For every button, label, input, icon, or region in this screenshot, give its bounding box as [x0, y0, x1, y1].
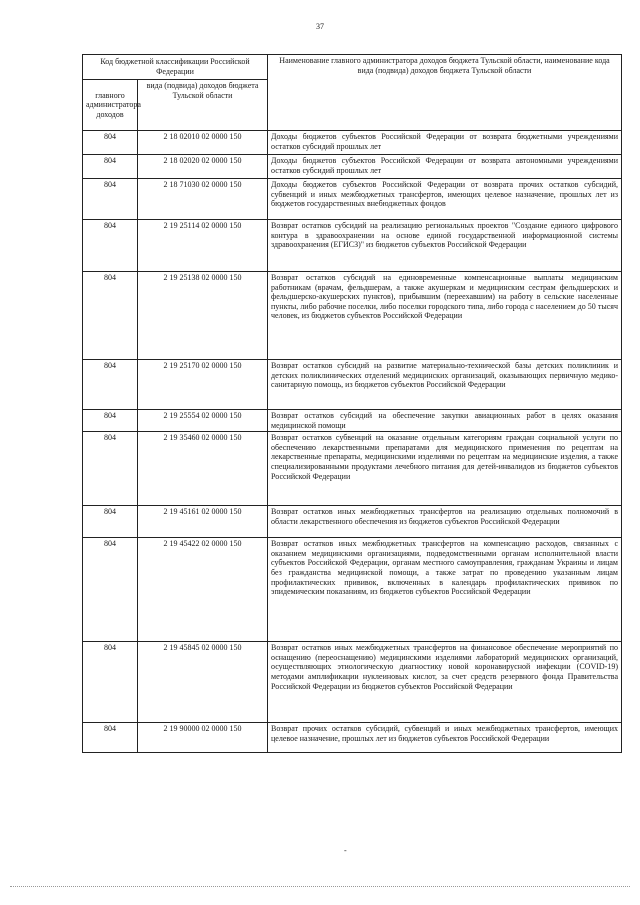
admin-code-cell: 804 [83, 432, 138, 506]
income-code-cell: 2 18 71030 02 0000 150 [138, 179, 268, 220]
table-row [83, 538, 622, 642]
table-row [83, 360, 622, 410]
table-row [83, 179, 622, 220]
header-classification-code: Код бюджетной классификации Российской Федерации [83, 55, 268, 80]
admin-code-cell: 804 [83, 506, 138, 538]
income-code-cell: 2 19 45422 02 0000 150 [138, 538, 268, 642]
header-administrator-name: Наименование главного администратора доходов бюджета Тульской области, наименование кода вида (подвида) доходов бюджета Тульской области [268, 55, 622, 131]
income-name-cell: Возврат остатков субвенций на оказание отдельным категориям граждан социальной услуги по обеспечению лекарственными препаратами для медицинского применения по рецептам на лекарственные препараты, медицинскими изделиями по рецептам на медицинские изделия, а также специализированными продуктами лечебного питания для детей-инвалидов из бюджетов субъектов Российской Федерации [268, 432, 622, 506]
admin-code-cell: 804 [83, 723, 138, 753]
admin-code-cell: 804 [83, 538, 138, 642]
table-row [83, 506, 622, 538]
income-name-cell: Возврат остатков субсидий на обеспечение закупки авиационных работ в целях оказания медицинской помощи [268, 410, 622, 432]
income-name-cell: Возврат остатков субсидий на реализацию региональных проектов "Создание единого цифрового контура в здравоохранении на основе единой государственной информационной системы здравоохранения (ЕГИСЗ)" из бюджетов субъектов Российской Федерации [268, 220, 622, 272]
header-income-code: вида (подвида) доходов бюджета Тульской области [138, 80, 268, 131]
income-code-cell: 2 19 45845 02 0000 150 [138, 642, 268, 723]
table-header-row [83, 55, 622, 80]
header-admin-code: главного администратора доходов [83, 80, 138, 131]
footer-mark: - [344, 846, 347, 855]
income-name-cell: Возврат остатков иных межбюджетных трансфертов на компенсацию расходов, связанных с оказанием медицинскими организациями, подведомственными органам исполнительной власти субъектов Российской Федерации, органам местного самоуправления, гражданам Украины и лицам без гражданства медицинской помощи, а также затрат по проведению указанным лицам профилактических прививок, включенных в календарь профилактических прививок по эпидемическим показаниям, из бюджетов субъектов Российской Федерации [268, 538, 622, 642]
income-code-cell: 2 18 02010 02 0000 150 [138, 131, 268, 155]
table-row [83, 220, 622, 272]
income-code-cell: 2 19 25554 02 0000 150 [138, 410, 268, 432]
income-code-cell: 2 19 25170 02 0000 150 [138, 360, 268, 410]
income-name-cell: Возврат остатков субсидий на развитие материально-технической базы детских поликлиник и детских поликлинических отделений медицинских организаций, оказывающих первичную медико-санитарную помощь, из бюджетов субъектов Российской Федерации [268, 360, 622, 410]
admin-code-cell: 804 [83, 131, 138, 155]
admin-code-cell: 804 [83, 272, 138, 360]
table-row [83, 155, 622, 179]
income-name-cell: Возврат прочих остатков субсидий, субвенций и иных межбюджетных трансфертов, имеющих целевое назначение, прошлых лет из бюджетов субъектов Российской Федерации [268, 723, 622, 753]
admin-code-cell: 804 [83, 155, 138, 179]
table-row [83, 723, 622, 753]
page-number: 37 [316, 22, 324, 31]
scan-artifact-line [10, 886, 630, 888]
income-code-cell: 2 18 02020 02 0000 150 [138, 155, 268, 179]
admin-code-cell: 804 [83, 220, 138, 272]
table-row [83, 131, 622, 155]
income-name-cell: Возврат остатков иных межбюджетных трансфертов на реализацию отдельных полномочий в области лекарственного обеспечения из бюджетов субъектов Российской Федерации [268, 506, 622, 538]
budget-classification-table [82, 54, 622, 753]
income-name-cell: Доходы бюджетов субъектов Российской Федерации от возврата бюджетными учреждениями остатков субсидий прошлых лет [268, 131, 622, 155]
income-name-cell: Доходы бюджетов субъектов Российской Федерации от возврата прочих остатков субсидий, субвенций и иных межбюджетных трансфертов, имеющих целевое назначение, прошлых лет из бюджетов государственных внебюджетных фондов [268, 179, 622, 220]
income-code-cell: 2 19 45161 02 0000 150 [138, 506, 268, 538]
admin-code-cell: 804 [83, 642, 138, 723]
income-code-cell: 2 19 35460 02 0000 150 [138, 432, 268, 506]
income-name-cell: Возврат остатков субсидий на единовременные компенсационные выплаты медицинским работникам (врачам, фельдшерам, а также акушеркам и медицинским сестрам фельдшерских и фельдшерско-акушерских пунктов), прибывшим (переехавшим) на работу в сельские населенные пункты, либо рабочие поселки, либо поселки городского типа, либо города с населением до 50 тысяч человек, из бюджетов субъектов Российской Федерации [268, 272, 622, 360]
income-name-cell: Доходы бюджетов субъектов Российской Федерации от возврата автономными учреждениями остатков субсидий прошлых лет [268, 155, 622, 179]
table-row [83, 432, 622, 506]
admin-code-cell: 804 [83, 410, 138, 432]
table-row [83, 272, 622, 360]
income-code-cell: 2 19 25138 02 0000 150 [138, 272, 268, 360]
admin-code-cell: 804 [83, 360, 138, 410]
income-name-cell: Возврат остатков иных межбюджетных трансфертов на финансовое обеспечение мероприятий по оснащению (переоснащению) медицинскими изделиями лабораторий медицинских организаций, осуществляющих этиологическую диагностику новой коронавирусной инфекции (COVID-19) методами амплификации нуклеиновых кислот, за счет средств резервного фонда Правительства Российской Федерации из бюджетов субъектов Российской Федерации [268, 642, 622, 723]
table-row [83, 410, 622, 432]
income-code-cell: 2 19 25114 02 0000 150 [138, 220, 268, 272]
table-row [83, 642, 622, 723]
admin-code-cell: 804 [83, 179, 138, 220]
income-code-cell: 2 19 90000 02 0000 150 [138, 723, 268, 753]
